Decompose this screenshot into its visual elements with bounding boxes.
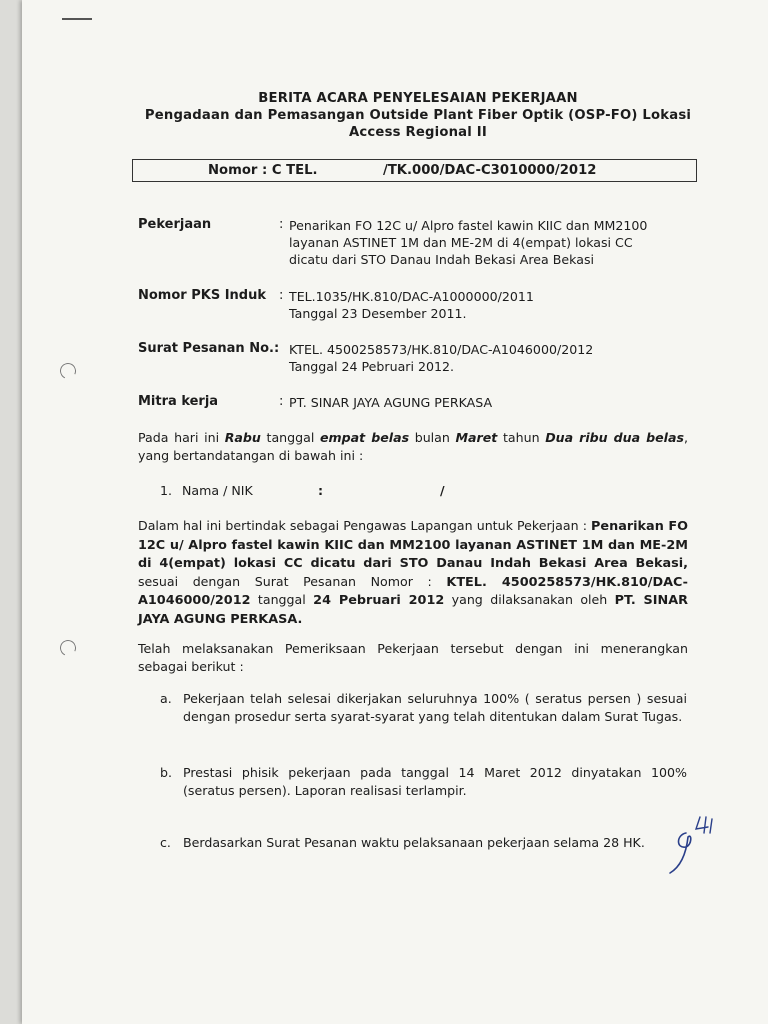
intro-text-2: tanggal [260, 430, 320, 445]
intro-year: Dua ribu dua belas [545, 430, 684, 445]
intro-text-5: , yang bertandatangan di bawah ini : [138, 430, 688, 463]
intro-paragraph [138, 429, 688, 464]
list-item-b [160, 764, 690, 804]
mitra-value: PT. SINAR JAYA AGUNG PERKASA [289, 395, 493, 410]
pks-value [289, 288, 709, 322]
para2-text-3: tanggal [250, 592, 314, 607]
list-item-a-text: Pekerjaan telah selesai dikerjakan seluruhnya 100% ( seratus persen ) sesuai dengan prosedur serta syarat-syarat yang telah ditentukan dalam Surat Tugas. [183, 691, 687, 724]
intro-text-3: bulan [409, 430, 456, 445]
document-number-box [132, 159, 697, 182]
intro-text-4: tahun [497, 430, 546, 445]
list-item-c [160, 834, 690, 854]
supervisor-paragraph [138, 517, 688, 628]
para2-order-number: KTEL. 4500258573/HK.810/DAC-A1046000/2012 [138, 574, 688, 608]
intro-text-1: Pada hari ini [138, 430, 225, 445]
doc-subtitle-line1: Pengadaan dan Pemasangan Outside Plant Fiber Optik (OSP-FO) Lokasi [144, 108, 692, 123]
intro-month: Maret [455, 430, 498, 445]
list-item-b-mark: b. [160, 765, 172, 780]
mitra-label: Mitra kerja [138, 394, 219, 409]
para2-text-4: yang dilaksanakan oleh [444, 592, 615, 607]
para2-contractor: PT. SINAR JAYA AGUNG PERKASA. [138, 593, 688, 627]
nik-slash: / [440, 483, 445, 498]
nik-colon: : [318, 483, 324, 498]
list-item-c-text: Berdasarkan Surat Pesanan waktu pelaksanaan pekerjaan selama 28 HK. [183, 835, 645, 850]
nik-label: Nama / NIK [182, 483, 253, 498]
intro-date: empat belas [320, 430, 410, 445]
para2-order-date: 24 Pebruari 2012 [313, 593, 445, 608]
sp-date: Tanggal 24 Pebruari 2012. [289, 359, 455, 374]
pekerjaan-value [289, 217, 709, 268]
document-page [22, 0, 768, 1024]
list-item-a [160, 690, 690, 750]
inspection-paragraph: Telah melaksanakan Pemeriksaan Pekerjaan tersebut dengan ini menerangkan sebagai berikut : [138, 641, 688, 674]
edge-mark [62, 18, 92, 20]
list-item-a-mark: a. [160, 691, 172, 706]
doc-title: BERITA ACARA PENYELESAIAN PEKERJAAN [258, 91, 578, 106]
nik-line [160, 482, 460, 502]
sp-value [289, 341, 709, 375]
list-item-b-text: Prestasi phisik pekerjaan pada tanggal 14 Maret 2012 dinyatakan 100% (seratus persen). Laporan realisasi terlampir. [183, 765, 687, 798]
pekerjaan-line3: dicatu dari STO Danau Indah Bekasi Area Bekasi [289, 252, 595, 267]
pks-date: Tanggal 23 Desember 2011. [289, 306, 467, 321]
handwritten-initial-signature [666, 815, 726, 877]
pekerjaan-label: Pekerjaan [138, 217, 212, 232]
pks-number: TEL.1035/HK.810/DAC-A1000000/2011 [289, 289, 534, 304]
para2-text-1: Dalam hal ini bertindak sebagai Pengawas Lapangan untuk Pekerjaan : [138, 518, 592, 533]
pekerjaan-line2: layanan ASTINET 1M dan ME-2M di 4(empat) lokasi CC [289, 235, 633, 250]
doc-subtitle-line2: Access Regional II [348, 125, 487, 140]
nik-number: 1. [160, 483, 173, 498]
mitra-colon: : [279, 394, 284, 409]
pekerjaan-colon: : [279, 217, 284, 232]
para2-text-2: sesuai dengan Surat Pesanan Nomor : [138, 573, 447, 589]
pks-colon: : [279, 288, 284, 303]
sp-number: KTEL. 4500258573/HK.810/DAC-A1046000/2012 [289, 342, 594, 357]
pekerjaan-line1: Penarikan FO 12C u/ Alpro fastel kawin KIIC dan MM2100 [289, 218, 648, 233]
document-number-suffix: /TK.000/DAC-C3010000/2012 [383, 163, 597, 178]
sp-label: Surat Pesanan No.: [138, 341, 280, 356]
intro-day: Rabu [224, 430, 261, 445]
document-number-prefix: Nomor : C TEL. [208, 163, 318, 178]
para2-work-title: Penarikan FO 12C u/ Alpro fastel kawin KIIC dan MM2100 layanan ASTINET 1M dan ME-2M di 4(empat) lokasi CC dicatu dari STO Danau Indah Bekasi Area Bekasi, [138, 519, 688, 571]
pks-label: Nomor PKS Induk [138, 288, 267, 303]
list-item-c-mark: c. [160, 835, 171, 850]
